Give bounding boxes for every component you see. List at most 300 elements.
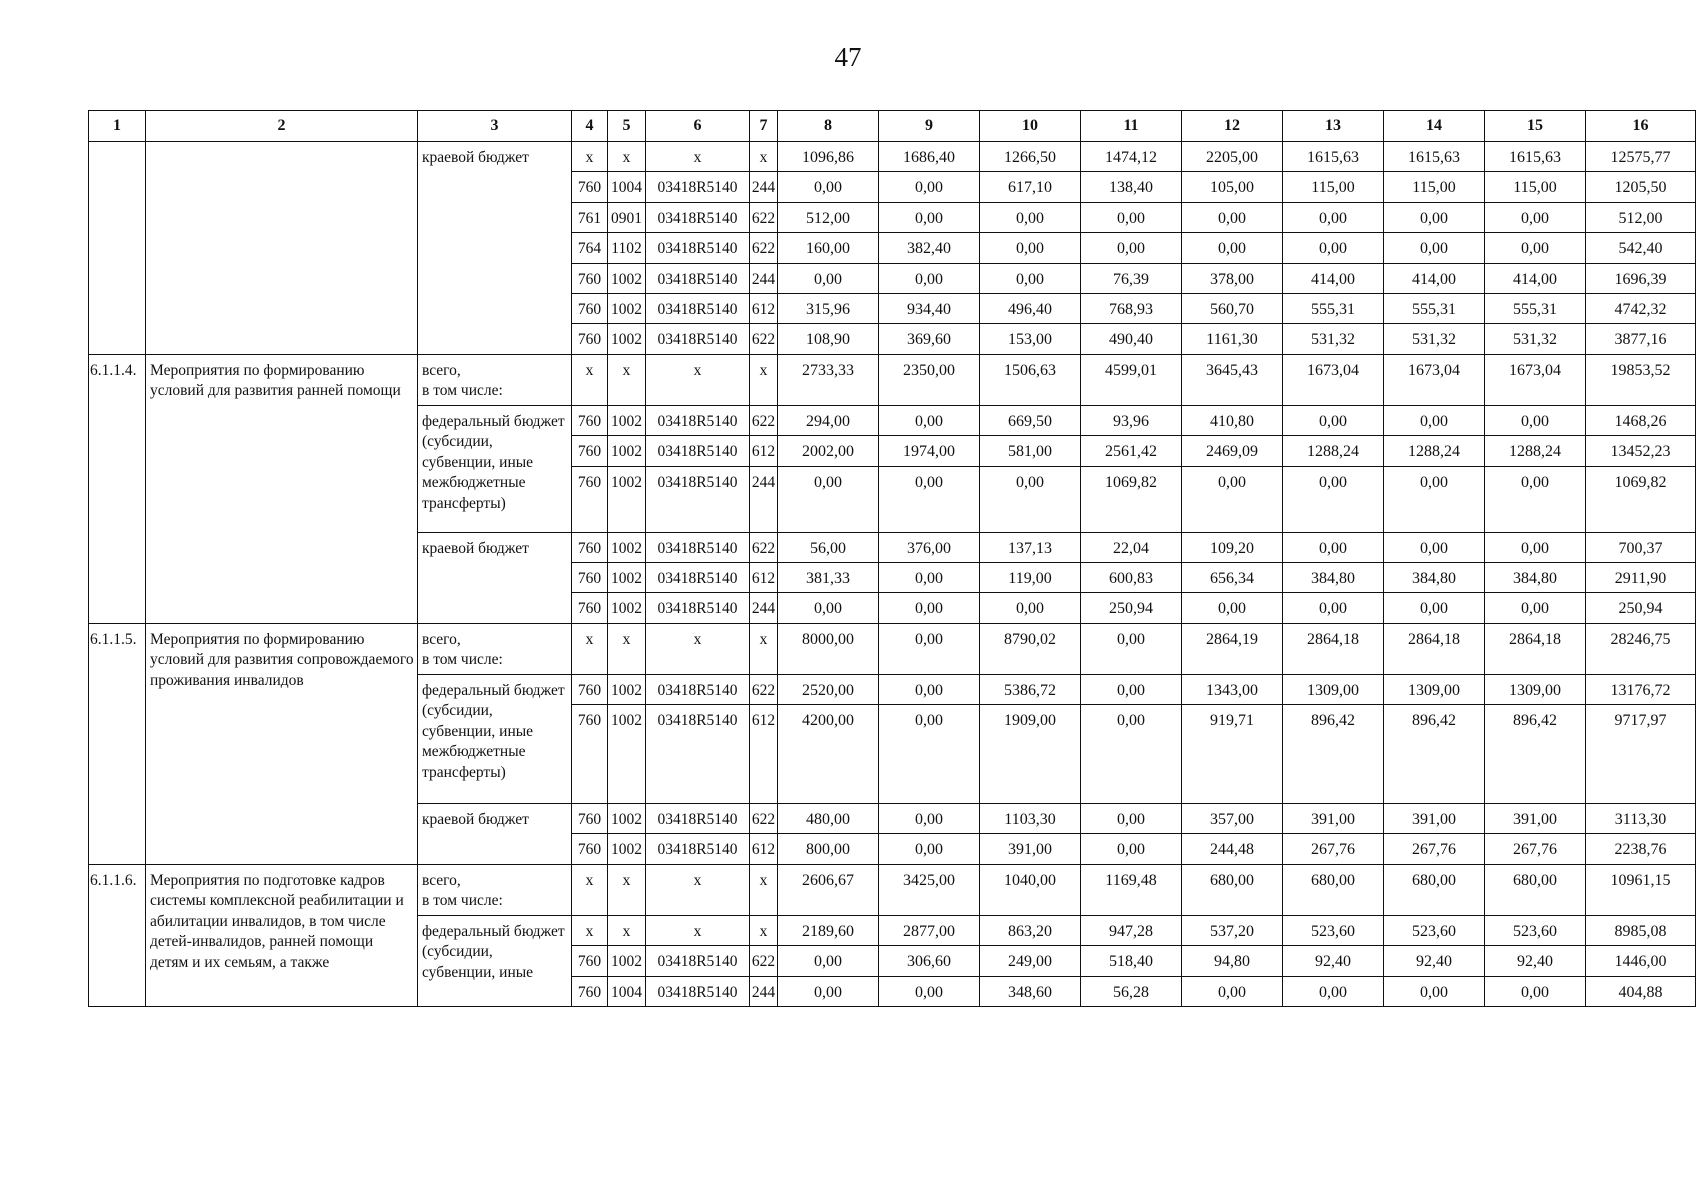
amount-cell: 1909,00: [980, 705, 1081, 804]
amount-cell: 13176,72: [1586, 674, 1696, 704]
header-cell: 3: [418, 111, 572, 142]
amount-cell: 9717,97: [1586, 705, 1696, 804]
header-cell: 9: [879, 111, 980, 142]
amount-cell: 512,00: [778, 202, 879, 232]
amount-cell: 1696,39: [1586, 263, 1696, 293]
header-cell: 8: [778, 111, 879, 142]
code-cell: 244: [750, 593, 778, 623]
code-cell: 03418R5140: [646, 804, 750, 834]
amount-cell: 0,00: [879, 976, 980, 1006]
amount-cell: 680,00: [1485, 864, 1586, 915]
amount-cell: 0,00: [1182, 233, 1283, 263]
amount-cell: 1169,48: [1081, 864, 1182, 915]
amount-cell: 490,40: [1081, 324, 1182, 354]
code-cell: x: [572, 142, 608, 172]
amount-cell: 1096,86: [778, 142, 879, 172]
amount-cell: 0,00: [1182, 466, 1283, 532]
amount-cell: 2606,67: [778, 864, 879, 915]
amount-cell: 93,96: [1081, 405, 1182, 435]
amount-cell: 267,76: [1283, 834, 1384, 864]
code-cell: 03418R5140: [646, 324, 750, 354]
amount-cell: 115,00: [1485, 172, 1586, 202]
code-cell: 760: [572, 532, 608, 562]
header-cell: 7: [750, 111, 778, 142]
amount-cell: 1069,82: [1586, 466, 1696, 532]
amount-cell: 0,00: [778, 466, 879, 532]
amount-cell: 250,94: [1081, 593, 1182, 623]
code-cell: x: [608, 915, 646, 945]
budget-table: [88, 110, 1696, 1007]
amount-cell: 94,80: [1182, 946, 1283, 976]
amount-cell: 1288,24: [1485, 436, 1586, 466]
amount-cell: 378,00: [1182, 263, 1283, 293]
amount-cell: 410,80: [1182, 405, 1283, 435]
funding-source: краевой бюджет: [418, 804, 572, 865]
amount-cell: 0,00: [879, 405, 980, 435]
amount-cell: 800,00: [778, 834, 879, 864]
code-cell: 03418R5140: [646, 293, 750, 323]
amount-cell: 160,00: [778, 233, 879, 263]
header-cell: 2: [146, 111, 418, 142]
amount-cell: 0,00: [1283, 202, 1384, 232]
amount-cell: 1673,04: [1485, 354, 1586, 405]
amount-cell: 92,40: [1283, 946, 1384, 976]
code-cell: 03418R5140: [646, 532, 750, 562]
table-row: [89, 142, 1696, 172]
amount-cell: 0,00: [879, 674, 980, 704]
amount-cell: 3645,43: [1182, 354, 1283, 405]
header-cell: 10: [980, 111, 1081, 142]
amount-cell: 518,40: [1081, 946, 1182, 976]
amount-cell: 0,00: [1485, 976, 1586, 1006]
code-cell: x: [608, 623, 646, 674]
amount-cell: 105,00: [1182, 172, 1283, 202]
amount-cell: 0,00: [1283, 532, 1384, 562]
amount-cell: 92,40: [1485, 946, 1586, 976]
code-cell: 03418R5140: [646, 466, 750, 532]
amount-cell: 0,00: [778, 593, 879, 623]
amount-cell: 315,96: [778, 293, 879, 323]
page-number: 47: [834, 42, 862, 72]
amount-cell: 153,00: [980, 324, 1081, 354]
code-cell: 760: [572, 405, 608, 435]
amount-cell: 2864,18: [1384, 623, 1485, 674]
amount-cell: 0,00: [778, 976, 879, 1006]
code-cell: 622: [750, 233, 778, 263]
amount-cell: 0,00: [879, 202, 980, 232]
amount-cell: 581,00: [980, 436, 1081, 466]
item-number: 6.1.1.6.: [89, 864, 146, 1006]
code-cell: 03418R5140: [646, 674, 750, 704]
code-cell: 622: [750, 674, 778, 704]
code-cell: 1002: [608, 324, 646, 354]
item-title: Мероприятия по формированию условий для развития ранней помощи: [146, 354, 418, 623]
funding-source: краевой бюджет: [418, 142, 572, 355]
item-number: [89, 142, 146, 355]
amount-cell: 1673,04: [1283, 354, 1384, 405]
code-cell: x: [750, 623, 778, 674]
amount-cell: 0,00: [1384, 466, 1485, 532]
header-cell: 15: [1485, 111, 1586, 142]
code-cell: 1002: [608, 593, 646, 623]
code-cell: 244: [750, 172, 778, 202]
amount-cell: 0,00: [879, 705, 980, 804]
amount-cell: 0,00: [1384, 202, 1485, 232]
amount-cell: 523,60: [1485, 915, 1586, 945]
code-cell: 761: [572, 202, 608, 232]
code-cell: 760: [572, 804, 608, 834]
amount-cell: 919,71: [1182, 705, 1283, 804]
funding-source: всего, в том числе:: [418, 354, 572, 405]
code-cell: 03418R5140: [646, 436, 750, 466]
amount-cell: 1974,00: [879, 436, 980, 466]
amount-cell: 12575,77: [1586, 142, 1696, 172]
code-cell: 1002: [608, 705, 646, 804]
amount-cell: 92,40: [1384, 946, 1485, 976]
amount-cell: 115,00: [1384, 172, 1485, 202]
amount-cell: 2205,00: [1182, 142, 1283, 172]
funding-source: всего, в том числе:: [418, 623, 572, 674]
code-cell: 1002: [608, 834, 646, 864]
amount-cell: 4742,32: [1586, 293, 1696, 323]
amount-cell: 414,00: [1384, 263, 1485, 293]
amount-cell: 137,13: [980, 532, 1081, 562]
amount-cell: 1288,24: [1283, 436, 1384, 466]
amount-cell: 0,00: [1081, 623, 1182, 674]
code-cell: 03418R5140: [646, 405, 750, 435]
amount-cell: 1686,40: [879, 142, 980, 172]
code-cell: 760: [572, 436, 608, 466]
amount-cell: 0,00: [879, 172, 980, 202]
code-cell: 760: [572, 263, 608, 293]
code-cell: x: [572, 864, 608, 915]
amount-cell: 1506,63: [980, 354, 1081, 405]
header-cell: 12: [1182, 111, 1283, 142]
code-cell: 03418R5140: [646, 946, 750, 976]
amount-cell: 1343,00: [1182, 674, 1283, 704]
code-cell: x: [646, 354, 750, 405]
code-cell: x: [572, 915, 608, 945]
amount-cell: 768,93: [1081, 293, 1182, 323]
amount-cell: 2911,90: [1586, 562, 1696, 592]
code-cell: x: [750, 864, 778, 915]
amount-cell: 4599,01: [1081, 354, 1182, 405]
amount-cell: 1161,30: [1182, 324, 1283, 354]
code-cell: 622: [750, 405, 778, 435]
amount-cell: 294,00: [778, 405, 879, 435]
amount-cell: 391,00: [1283, 804, 1384, 834]
code-cell: 622: [750, 202, 778, 232]
amount-cell: 1309,00: [1485, 674, 1586, 704]
amount-cell: 1288,24: [1384, 436, 1485, 466]
amount-cell: 22,04: [1081, 532, 1182, 562]
code-cell: 0901: [608, 202, 646, 232]
amount-cell: 531,32: [1283, 324, 1384, 354]
amount-cell: 523,60: [1283, 915, 1384, 945]
amount-cell: 0,00: [980, 593, 1081, 623]
header-cell: 6: [646, 111, 750, 142]
code-cell: 622: [750, 532, 778, 562]
amount-cell: 381,33: [778, 562, 879, 592]
header-cell: 13: [1283, 111, 1384, 142]
amount-cell: 306,60: [879, 946, 980, 976]
amount-cell: 2877,00: [879, 915, 980, 945]
code-cell: 244: [750, 466, 778, 532]
amount-cell: 414,00: [1485, 263, 1586, 293]
item-number: 6.1.1.4.: [89, 354, 146, 623]
amount-cell: 0,00: [1384, 532, 1485, 562]
code-cell: 1002: [608, 532, 646, 562]
code-cell: 1002: [608, 405, 646, 435]
code-cell: 03418R5140: [646, 705, 750, 804]
amount-cell: 357,00: [1182, 804, 1283, 834]
amount-cell: 13452,23: [1586, 436, 1696, 466]
amount-cell: 2189,60: [778, 915, 879, 945]
amount-cell: 3113,30: [1586, 804, 1696, 834]
amount-cell: 2002,00: [778, 436, 879, 466]
amount-cell: 555,31: [1485, 293, 1586, 323]
amount-cell: 108,90: [778, 324, 879, 354]
amount-cell: 348,60: [980, 976, 1081, 1006]
code-cell: 760: [572, 705, 608, 804]
amount-cell: 250,94: [1586, 593, 1696, 623]
amount-cell: 0,00: [1081, 834, 1182, 864]
amount-cell: 384,80: [1283, 562, 1384, 592]
header-cell: 4: [572, 111, 608, 142]
code-cell: 1102: [608, 233, 646, 263]
amount-cell: 391,00: [980, 834, 1081, 864]
code-cell: 03418R5140: [646, 233, 750, 263]
header-cell: 1: [89, 111, 146, 142]
code-cell: 03418R5140: [646, 976, 750, 1006]
amount-cell: 56,00: [778, 532, 879, 562]
code-cell: 622: [750, 946, 778, 976]
amount-cell: 0,00: [1384, 233, 1485, 263]
amount-cell: 0,00: [1384, 593, 1485, 623]
amount-cell: 2561,42: [1081, 436, 1182, 466]
table-row: [89, 354, 1696, 405]
amount-cell: 555,31: [1384, 293, 1485, 323]
amount-cell: 542,40: [1586, 233, 1696, 263]
amount-cell: 680,00: [1182, 864, 1283, 915]
table-row: [89, 864, 1696, 915]
code-cell: x: [608, 354, 646, 405]
amount-cell: 496,40: [980, 293, 1081, 323]
amount-cell: 0,00: [879, 804, 980, 834]
code-cell: x: [750, 354, 778, 405]
code-cell: x: [750, 915, 778, 945]
code-cell: 03418R5140: [646, 593, 750, 623]
amount-cell: 4200,00: [778, 705, 879, 804]
amount-cell: 2864,18: [1485, 623, 1586, 674]
amount-cell: 0,00: [1485, 593, 1586, 623]
code-cell: x: [646, 915, 750, 945]
code-cell: 612: [750, 436, 778, 466]
amount-cell: 19853,52: [1586, 354, 1696, 405]
amount-cell: 0,00: [879, 562, 980, 592]
amount-cell: 8000,00: [778, 623, 879, 674]
amount-cell: 669,50: [980, 405, 1081, 435]
amount-cell: 0,00: [1182, 202, 1283, 232]
code-cell: x: [572, 623, 608, 674]
amount-cell: 0,00: [980, 263, 1081, 293]
header-cell: 14: [1384, 111, 1485, 142]
code-cell: 760: [572, 562, 608, 592]
amount-cell: 0,00: [980, 233, 1081, 263]
amount-cell: 1205,50: [1586, 172, 1696, 202]
amount-cell: 249,00: [980, 946, 1081, 976]
header-cell: 5: [608, 111, 646, 142]
amount-cell: 537,20: [1182, 915, 1283, 945]
amount-cell: 1309,00: [1283, 674, 1384, 704]
amount-cell: 267,76: [1485, 834, 1586, 864]
code-cell: 760: [572, 172, 608, 202]
code-cell: 1002: [608, 436, 646, 466]
amount-cell: 560,70: [1182, 293, 1283, 323]
amount-cell: 0,00: [1283, 405, 1384, 435]
code-cell: x: [608, 864, 646, 915]
code-cell: x: [608, 142, 646, 172]
amount-cell: 863,20: [980, 915, 1081, 945]
amount-cell: 896,42: [1283, 705, 1384, 804]
amount-cell: 0,00: [1485, 405, 1586, 435]
code-cell: 622: [750, 324, 778, 354]
amount-cell: 0,00: [879, 593, 980, 623]
code-cell: x: [646, 142, 750, 172]
amount-cell: 896,42: [1485, 705, 1586, 804]
code-cell: 760: [572, 593, 608, 623]
amount-cell: 2733,33: [778, 354, 879, 405]
amount-cell: 414,00: [1283, 263, 1384, 293]
header-cell: 16: [1586, 111, 1696, 142]
funding-source: федеральный бюджет (субсидии, субвенции, иные: [418, 915, 572, 1006]
code-cell: 622: [750, 804, 778, 834]
amount-cell: 119,00: [980, 562, 1081, 592]
amount-cell: 0,00: [1485, 233, 1586, 263]
amount-cell: 680,00: [1283, 864, 1384, 915]
amount-cell: 0,00: [1283, 466, 1384, 532]
amount-cell: 5386,72: [980, 674, 1081, 704]
amount-cell: 1615,63: [1384, 142, 1485, 172]
amount-cell: 600,83: [1081, 562, 1182, 592]
amount-cell: 28246,75: [1586, 623, 1696, 674]
amount-cell: 2864,18: [1283, 623, 1384, 674]
amount-cell: 376,00: [879, 532, 980, 562]
amount-cell: 10961,15: [1586, 864, 1696, 915]
amount-cell: 555,31: [1283, 293, 1384, 323]
amount-cell: 1069,82: [1081, 466, 1182, 532]
amount-cell: 1673,04: [1384, 354, 1485, 405]
code-cell: 244: [750, 263, 778, 293]
amount-cell: 8790,02: [980, 623, 1081, 674]
code-cell: 760: [572, 976, 608, 1006]
amount-cell: 523,60: [1384, 915, 1485, 945]
amount-cell: 0,00: [778, 172, 879, 202]
code-cell: 03418R5140: [646, 834, 750, 864]
code-cell: 1002: [608, 674, 646, 704]
code-cell: x: [572, 354, 608, 405]
amount-cell: 1266,50: [980, 142, 1081, 172]
amount-cell: 531,32: [1384, 324, 1485, 354]
amount-cell: 1040,00: [980, 864, 1081, 915]
amount-cell: 896,42: [1384, 705, 1485, 804]
amount-cell: 934,40: [879, 293, 980, 323]
amount-cell: 0,00: [1485, 466, 1586, 532]
amount-cell: 0,00: [1081, 674, 1182, 704]
amount-cell: 1615,63: [1485, 142, 1586, 172]
code-cell: x: [646, 623, 750, 674]
amount-cell: 2350,00: [879, 354, 980, 405]
code-cell: 612: [750, 293, 778, 323]
code-cell: 760: [572, 466, 608, 532]
code-cell: 1002: [608, 804, 646, 834]
code-cell: 1002: [608, 946, 646, 976]
code-cell: 1004: [608, 976, 646, 1006]
code-cell: 760: [572, 946, 608, 976]
amount-cell: 3425,00: [879, 864, 980, 915]
amount-cell: 700,37: [1586, 532, 1696, 562]
amount-cell: 480,00: [778, 804, 879, 834]
item-title: Мероприятия по формированию условий для развития сопровождаемого проживания инвалидов: [146, 623, 418, 864]
funding-source: федеральный бюджет (субсидии, субвенции, иные межбюджетные трансферты): [418, 405, 572, 532]
amount-cell: 404,88: [1586, 976, 1696, 1006]
amount-cell: 1309,00: [1384, 674, 1485, 704]
amount-cell: 2520,00: [778, 674, 879, 704]
amount-cell: 0,00: [1081, 233, 1182, 263]
amount-cell: 2864,19: [1182, 623, 1283, 674]
amount-cell: 512,00: [1586, 202, 1696, 232]
table-row: [89, 623, 1696, 674]
amount-cell: 680,00: [1384, 864, 1485, 915]
code-cell: 1002: [608, 263, 646, 293]
amount-cell: 1615,63: [1283, 142, 1384, 172]
code-cell: 760: [572, 674, 608, 704]
funding-source: краевой бюджет: [418, 532, 572, 623]
amount-cell: 0,00: [1485, 202, 1586, 232]
amount-cell: 0,00: [778, 263, 879, 293]
funding-source: федеральный бюджет (субсидии, субвенции, иные межбюджетные трансферты): [418, 674, 572, 803]
amount-cell: 947,28: [1081, 915, 1182, 945]
amount-cell: 0,00: [879, 466, 980, 532]
header-cell: 11: [1081, 111, 1182, 142]
amount-cell: 391,00: [1384, 804, 1485, 834]
amount-cell: 0,00: [1081, 202, 1182, 232]
code-cell: 03418R5140: [646, 202, 750, 232]
item-number: 6.1.1.5.: [89, 623, 146, 864]
code-cell: 760: [572, 293, 608, 323]
amount-cell: 0,00: [1283, 593, 1384, 623]
amount-cell: 109,20: [1182, 532, 1283, 562]
code-cell: 764: [572, 233, 608, 263]
header-row: [89, 111, 1696, 142]
item-title: Мероприятия по подготовке кадров системы комплексной реабилитации и абилитации инвалидов, в том числе детей-инвалидов, ранней помощи детям и их семьям, а также: [146, 864, 418, 1006]
amount-cell: 2238,76: [1586, 834, 1696, 864]
amount-cell: 115,00: [1283, 172, 1384, 202]
amount-cell: 0,00: [778, 946, 879, 976]
amount-cell: 0,00: [1384, 976, 1485, 1006]
amount-cell: 76,39: [1081, 263, 1182, 293]
amount-cell: 3877,16: [1586, 324, 1696, 354]
code-cell: 1002: [608, 466, 646, 532]
amount-cell: 617,10: [980, 172, 1081, 202]
code-cell: 1004: [608, 172, 646, 202]
code-cell: 03418R5140: [646, 562, 750, 592]
amount-cell: 0,00: [1283, 976, 1384, 1006]
code-cell: 1002: [608, 562, 646, 592]
amount-cell: 1474,12: [1081, 142, 1182, 172]
amount-cell: 0,00: [1283, 233, 1384, 263]
item-title: [146, 142, 418, 355]
